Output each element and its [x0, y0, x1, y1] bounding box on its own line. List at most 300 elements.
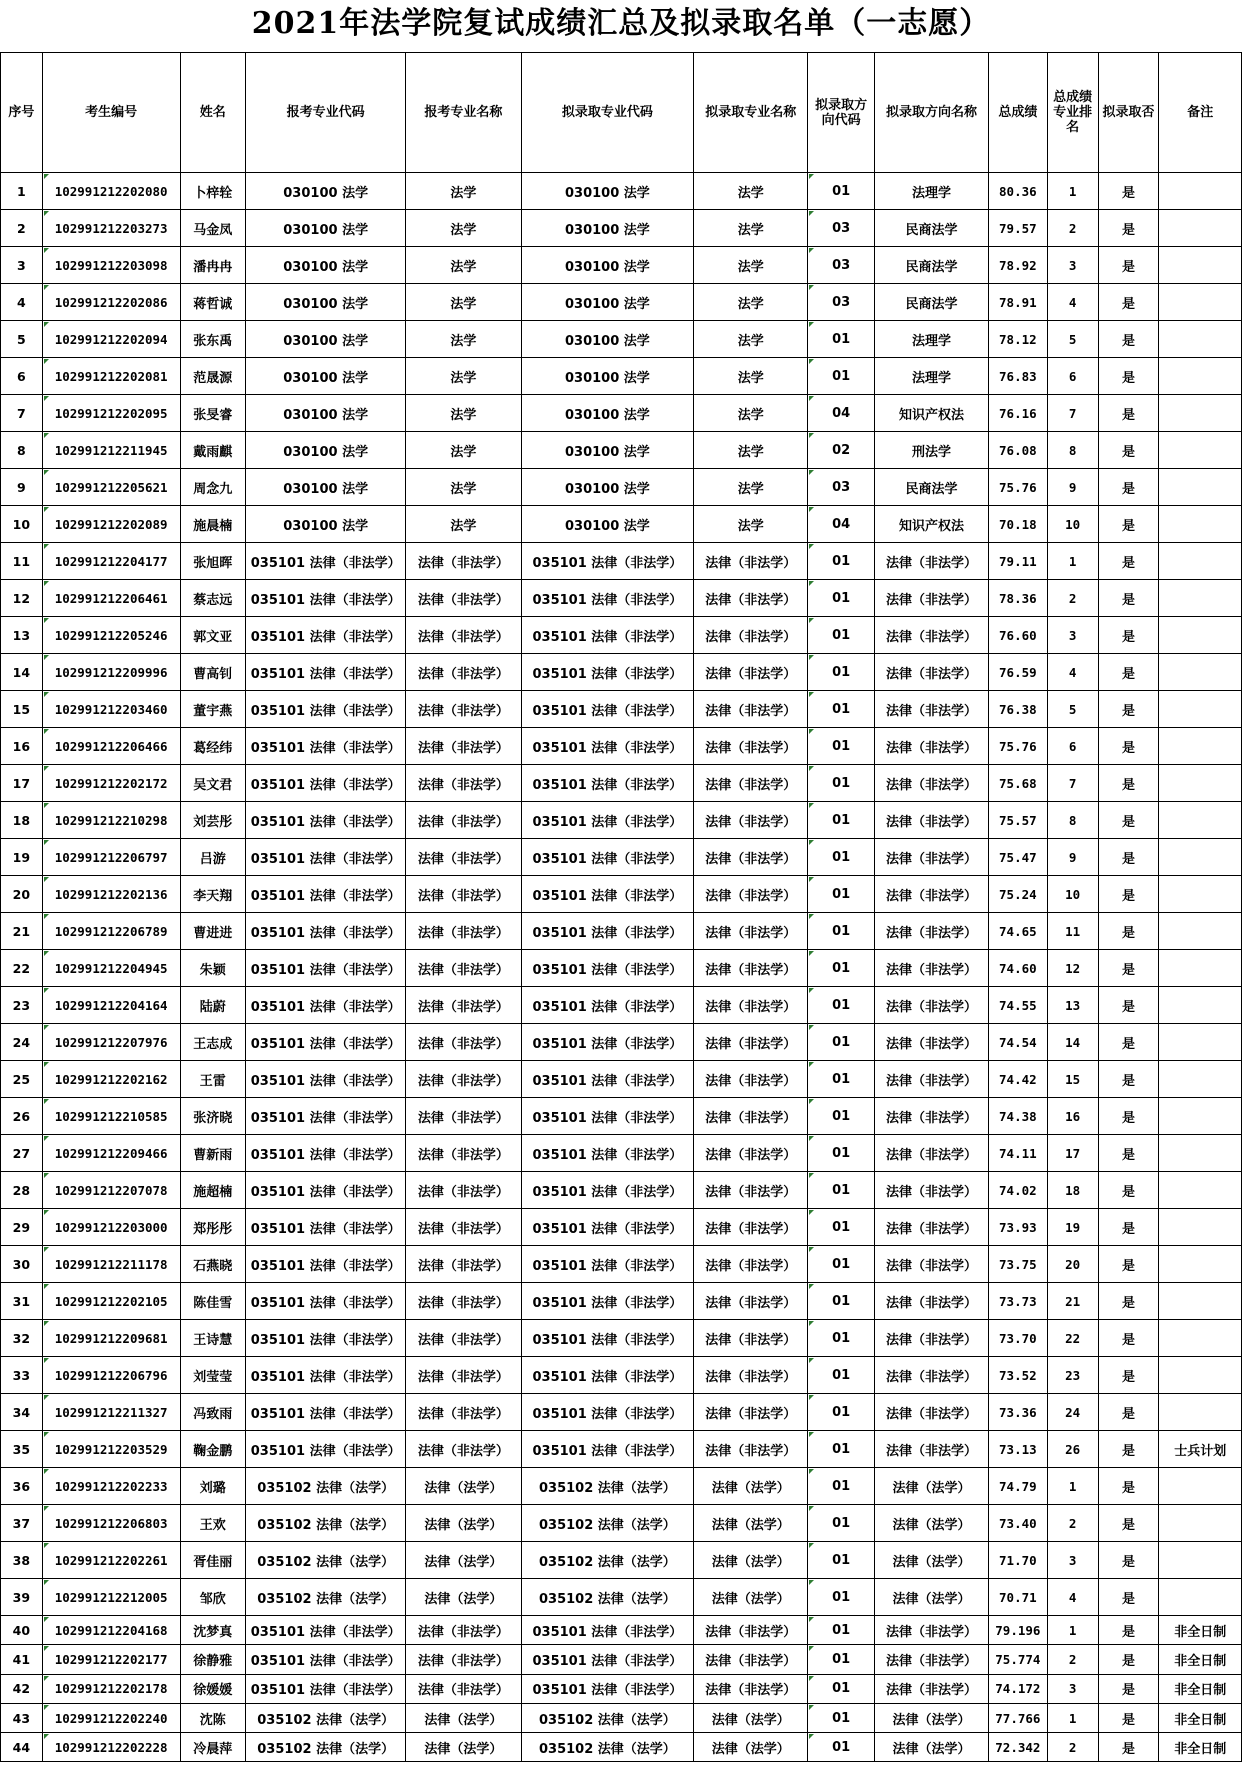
- total-score-cell: 75.76: [988, 728, 1047, 765]
- admit-major-code-cell: 030100 法学: [521, 506, 694, 543]
- applied-major-code-cell: 030100 法学: [246, 432, 406, 469]
- direction-code-cell: 04: [808, 395, 875, 432]
- total-score-cell: 78.36: [988, 580, 1047, 617]
- exam-id-cell: 102991212206797: [42, 839, 180, 876]
- table-row: [1, 1024, 1242, 1061]
- table-row: [1, 1135, 1242, 1172]
- direction-name-cell: 法律（非法学）: [874, 1024, 988, 1061]
- exam-id-cell: 102991212203000: [42, 1209, 180, 1246]
- direction-name-cell: 法律（非法学）: [874, 691, 988, 728]
- applied-major-code-cell: 030100 法学: [246, 210, 406, 247]
- admit-major-code-cell: 035102 法律（法学）: [521, 1733, 694, 1762]
- admit-major-name-cell: 法律（非法学）: [694, 1616, 808, 1645]
- exam-id-cell: 102991212206466: [42, 728, 180, 765]
- name-cell: 卜梓辁: [180, 173, 245, 210]
- remark-cell: [1159, 987, 1242, 1024]
- seq-cell: 7: [1, 395, 43, 432]
- applied-major-code-cell: 035101 法律（非法学）: [246, 691, 406, 728]
- direction-name-cell: 民商法学: [874, 284, 988, 321]
- direction-code-cell: 01: [808, 654, 875, 691]
- admit-major-code-cell: 035102 法律（法学）: [521, 1579, 694, 1616]
- table-row: [1, 765, 1242, 802]
- admission-table: [0, 52, 1242, 1762]
- table-row: [1, 654, 1242, 691]
- total-score-cell: 78.92: [988, 247, 1047, 284]
- direction-name-cell: 法律（法学）: [874, 1468, 988, 1505]
- direction-code-cell: 01: [808, 1579, 875, 1616]
- remark-cell: [1159, 1542, 1242, 1579]
- name-cell: 蒋哲诚: [180, 284, 245, 321]
- direction-name-cell: 民商法学: [874, 247, 988, 284]
- seq-cell: 5: [1, 321, 43, 358]
- table-row: [1, 617, 1242, 654]
- applied-major-code-cell: 035101 法律（非法学）: [246, 654, 406, 691]
- total-score-cell: 73.36: [988, 1394, 1047, 1431]
- applied-major-name-cell: 法律（非法学）: [406, 1172, 521, 1209]
- seq-cell: 35: [1, 1431, 43, 1468]
- remark-cell: [1159, 1579, 1242, 1616]
- admit-major-name-cell: 法学: [694, 284, 808, 321]
- name-cell: 董宇燕: [180, 691, 245, 728]
- admit-major-name-cell: 法律（非法学）: [694, 1394, 808, 1431]
- name-cell: 张东禹: [180, 321, 245, 358]
- seq-cell: 33: [1, 1357, 43, 1394]
- exam-id-cell: 102991212207976: [42, 1024, 180, 1061]
- table-row: [1, 321, 1242, 358]
- admit-major-code-cell: 035101 法律（非法学）: [521, 691, 694, 728]
- table-row: [1, 1616, 1242, 1645]
- direction-name-cell: 刑法学: [874, 432, 988, 469]
- seq-cell: 23: [1, 987, 43, 1024]
- seq-cell: 32: [1, 1320, 43, 1357]
- name-cell: 沈陈: [180, 1703, 245, 1732]
- table-row: [1, 1703, 1242, 1732]
- applied-major-name-cell: 法律（非法学）: [406, 1098, 521, 1135]
- exam-id-cell: 102991212209681: [42, 1320, 180, 1357]
- name-cell: 张旭晖: [180, 543, 245, 580]
- rank-cell: 15: [1047, 1061, 1098, 1098]
- applied-major-code-cell: 030100 法学: [246, 358, 406, 395]
- exam-id-cell: 102991212204168: [42, 1616, 180, 1645]
- seq-cell: 36: [1, 1468, 43, 1505]
- direction-code-cell: 01: [808, 580, 875, 617]
- admitted-cell: 是: [1098, 654, 1159, 691]
- admitted-cell: 是: [1098, 1505, 1159, 1542]
- seq-cell: 43: [1, 1703, 43, 1732]
- admitted-cell: 是: [1098, 950, 1159, 987]
- remark-cell: [1159, 1357, 1242, 1394]
- table-row: [1, 173, 1242, 210]
- table-row: [1, 506, 1242, 543]
- admitted-cell: 是: [1098, 1645, 1159, 1674]
- header-cell: 考生编号: [42, 53, 180, 173]
- table-row: [1, 1645, 1242, 1674]
- admit-major-code-cell: 030100 法学: [521, 284, 694, 321]
- exam-id-cell: 102991212209466: [42, 1135, 180, 1172]
- exam-id-cell: 102991212202080: [42, 173, 180, 210]
- name-cell: 徐媛媛: [180, 1674, 245, 1703]
- applied-major-name-cell: 法律（非法学）: [406, 691, 521, 728]
- direction-name-cell: 知识产权法: [874, 395, 988, 432]
- admitted-cell: 是: [1098, 1098, 1159, 1135]
- seq-cell: 42: [1, 1674, 43, 1703]
- rank-cell: 4: [1047, 1579, 1098, 1616]
- direction-name-cell: 法律（非法学）: [874, 1394, 988, 1431]
- direction-code-cell: 03: [808, 247, 875, 284]
- total-score-cell: 73.93: [988, 1209, 1047, 1246]
- admitted-cell: 是: [1098, 1209, 1159, 1246]
- applied-major-code-cell: 035102 法律（法学）: [246, 1542, 406, 1579]
- remark-cell: [1159, 543, 1242, 580]
- applied-major-name-cell: 法律（非法学）: [406, 765, 521, 802]
- exam-id-cell: 102991212210298: [42, 802, 180, 839]
- remark-cell: [1159, 1061, 1242, 1098]
- applied-major-code-cell: 035101 法律（非法学）: [246, 1024, 406, 1061]
- admitted-cell: 是: [1098, 1431, 1159, 1468]
- admit-major-code-cell: 030100 法学: [521, 395, 694, 432]
- table-row: [1, 1394, 1242, 1431]
- admit-major-code-cell: 035101 法律（非法学）: [521, 1674, 694, 1703]
- seq-cell: 27: [1, 1135, 43, 1172]
- direction-name-cell: 法律（非法学）: [874, 765, 988, 802]
- admit-major-name-cell: 法律（非法学）: [694, 654, 808, 691]
- total-score-cell: 80.36: [988, 173, 1047, 210]
- admitted-cell: 是: [1098, 876, 1159, 913]
- applied-major-name-cell: 法律（非法学）: [406, 839, 521, 876]
- admitted-cell: 是: [1098, 1542, 1159, 1579]
- rank-cell: 24: [1047, 1394, 1098, 1431]
- applied-major-name-cell: 法律（非法学）: [406, 913, 521, 950]
- total-score-cell: 77.766: [988, 1703, 1047, 1732]
- admit-major-code-cell: 035101 法律（非法学）: [521, 1431, 694, 1468]
- admit-major-code-cell: 035101 法律（非法学）: [521, 1246, 694, 1283]
- seq-cell: 19: [1, 839, 43, 876]
- exam-id-cell: 102991212212005: [42, 1579, 180, 1616]
- name-cell: 陆蔚: [180, 987, 245, 1024]
- direction-code-cell: 01: [808, 876, 875, 913]
- direction-name-cell: 法律（非法学）: [874, 1172, 988, 1209]
- applied-major-name-cell: 法学: [406, 358, 521, 395]
- seq-cell: 20: [1, 876, 43, 913]
- rank-cell: 14: [1047, 1024, 1098, 1061]
- exam-id-cell: 102991212202094: [42, 321, 180, 358]
- seq-cell: 13: [1, 617, 43, 654]
- admit-major-code-cell: 035101 法律（非法学）: [521, 802, 694, 839]
- table-body: [1, 173, 1242, 1762]
- name-cell: 沈梦真: [180, 1616, 245, 1645]
- rank-cell: 8: [1047, 432, 1098, 469]
- direction-code-cell: 01: [808, 1431, 875, 1468]
- direction-name-cell: 法律（非法学）: [874, 654, 988, 691]
- admit-major-name-cell: 法律（非法学）: [694, 617, 808, 654]
- applied-major-code-cell: 035101 法律（非法学）: [246, 543, 406, 580]
- admit-major-code-cell: 035101 法律（非法学）: [521, 765, 694, 802]
- rank-cell: 23: [1047, 1357, 1098, 1394]
- applied-major-name-cell: 法律（非法学）: [406, 876, 521, 913]
- exam-id-cell: 102991212202172: [42, 765, 180, 802]
- direction-name-cell: 法律（非法学）: [874, 1061, 988, 1098]
- applied-major-code-cell: 035101 法律（非法学）: [246, 1320, 406, 1357]
- remark-cell: [1159, 1172, 1242, 1209]
- direction-name-cell: 法理学: [874, 173, 988, 210]
- direction-name-cell: 法律（法学）: [874, 1733, 988, 1762]
- direction-name-cell: 法律（法学）: [874, 1703, 988, 1732]
- table-row: [1, 284, 1242, 321]
- total-score-cell: 73.13: [988, 1431, 1047, 1468]
- admit-major-code-cell: 035101 法律（非法学）: [521, 950, 694, 987]
- rank-cell: 1: [1047, 1703, 1098, 1732]
- admit-major-name-cell: 法学: [694, 432, 808, 469]
- rank-cell: 8: [1047, 802, 1098, 839]
- remark-cell: 非全日制: [1159, 1645, 1242, 1674]
- admitted-cell: 是: [1098, 1061, 1159, 1098]
- admitted-cell: 是: [1098, 765, 1159, 802]
- header-cell: 拟录取专业名称: [694, 53, 808, 173]
- direction-code-cell: 01: [808, 1135, 875, 1172]
- total-score-cell: 74.79: [988, 1468, 1047, 1505]
- table-row: [1, 1320, 1242, 1357]
- admit-major-code-cell: 035101 法律（非法学）: [521, 876, 694, 913]
- name-cell: 吕游: [180, 839, 245, 876]
- applied-major-name-cell: 法学: [406, 469, 521, 506]
- rank-cell: 2: [1047, 1505, 1098, 1542]
- admit-major-code-cell: 035101 法律（非法学）: [521, 1394, 694, 1431]
- remark-cell: [1159, 728, 1242, 765]
- seq-cell: 34: [1, 1394, 43, 1431]
- name-cell: 张济晓: [180, 1098, 245, 1135]
- total-score-cell: 74.11: [988, 1135, 1047, 1172]
- applied-major-code-cell: 030100 法学: [246, 321, 406, 358]
- name-cell: 陈佳雪: [180, 1283, 245, 1320]
- direction-name-cell: 法律（非法学）: [874, 580, 988, 617]
- applied-major-code-cell: 035101 法律（非法学）: [246, 1098, 406, 1135]
- admit-major-name-cell: 法学: [694, 395, 808, 432]
- exam-id-cell: 102991212207078: [42, 1172, 180, 1209]
- rank-cell: 16: [1047, 1098, 1098, 1135]
- applied-major-code-cell: 035101 法律（非法学）: [246, 1209, 406, 1246]
- admitted-cell: 是: [1098, 1024, 1159, 1061]
- direction-code-cell: 01: [808, 1468, 875, 1505]
- admitted-cell: 是: [1098, 358, 1159, 395]
- exam-id-cell: 102991212202240: [42, 1703, 180, 1732]
- admitted-cell: 是: [1098, 617, 1159, 654]
- admitted-cell: 是: [1098, 1394, 1159, 1431]
- exam-id-cell: 102991212202177: [42, 1645, 180, 1674]
- seq-cell: 30: [1, 1246, 43, 1283]
- direction-name-cell: 法律（非法学）: [874, 1357, 988, 1394]
- admitted-cell: 是: [1098, 580, 1159, 617]
- applied-major-name-cell: 法学: [406, 506, 521, 543]
- rank-cell: 4: [1047, 284, 1098, 321]
- table-row: [1, 469, 1242, 506]
- table-row: [1, 728, 1242, 765]
- applied-major-name-cell: 法律（非法学）: [406, 580, 521, 617]
- name-cell: 邹欣: [180, 1579, 245, 1616]
- total-score-cell: 73.73: [988, 1283, 1047, 1320]
- direction-name-cell: 法律（非法学）: [874, 913, 988, 950]
- admit-major-name-cell: 法律（非法学）: [694, 728, 808, 765]
- total-score-cell: 73.75: [988, 1246, 1047, 1283]
- rank-cell: 18: [1047, 1172, 1098, 1209]
- admitted-cell: 是: [1098, 321, 1159, 358]
- admit-major-name-cell: 法律（非法学）: [694, 1061, 808, 1098]
- seq-cell: 14: [1, 654, 43, 691]
- direction-name-cell: 法律（非法学）: [874, 1645, 988, 1674]
- applied-major-name-cell: 法律（非法学）: [406, 1645, 521, 1674]
- direction-code-cell: 01: [808, 802, 875, 839]
- remark-cell: [1159, 580, 1242, 617]
- remark-cell: [1159, 506, 1242, 543]
- total-score-cell: 73.52: [988, 1357, 1047, 1394]
- rank-cell: 6: [1047, 358, 1098, 395]
- admit-major-code-cell: 035101 法律（非法学）: [521, 1135, 694, 1172]
- applied-major-name-cell: 法律（法学）: [406, 1579, 521, 1616]
- header-cell: 拟录取方向代码: [808, 53, 875, 173]
- applied-major-name-cell: 法律（非法学）: [406, 1209, 521, 1246]
- table-row: [1, 543, 1242, 580]
- remark-cell: [1159, 950, 1242, 987]
- table-row: [1, 1246, 1242, 1283]
- exam-id-cell: 102991212203273: [42, 210, 180, 247]
- remark-cell: [1159, 395, 1242, 432]
- remark-cell: [1159, 1024, 1242, 1061]
- applied-major-name-cell: 法学: [406, 210, 521, 247]
- total-score-cell: 74.55: [988, 987, 1047, 1024]
- name-cell: 刘璐: [180, 1468, 245, 1505]
- applied-major-name-cell: 法律（法学）: [406, 1505, 521, 1542]
- admit-major-name-cell: 法律（法学）: [694, 1703, 808, 1732]
- admit-major-code-cell: 035102 法律（法学）: [521, 1505, 694, 1542]
- rank-cell: 7: [1047, 765, 1098, 802]
- rank-cell: 22: [1047, 1320, 1098, 1357]
- admit-major-name-cell: 法律（非法学）: [694, 1431, 808, 1468]
- table-row: [1, 1505, 1242, 1542]
- direction-code-cell: 01: [808, 1674, 875, 1703]
- total-score-cell: 73.70: [988, 1320, 1047, 1357]
- table-row: [1, 1542, 1242, 1579]
- table-row: [1, 580, 1242, 617]
- name-cell: 李天翔: [180, 876, 245, 913]
- seq-cell: 9: [1, 469, 43, 506]
- direction-name-cell: 法律（非法学）: [874, 876, 988, 913]
- total-score-cell: 70.18: [988, 506, 1047, 543]
- admit-major-name-cell: 法律（非法学）: [694, 1320, 808, 1357]
- admitted-cell: 是: [1098, 1246, 1159, 1283]
- remark-cell: 非全日制: [1159, 1703, 1242, 1732]
- total-score-cell: 72.342: [988, 1733, 1047, 1762]
- name-cell: 王志成: [180, 1024, 245, 1061]
- applied-major-name-cell: 法律（非法学）: [406, 1246, 521, 1283]
- rank-cell: 3: [1047, 617, 1098, 654]
- admitted-cell: 是: [1098, 1283, 1159, 1320]
- direction-name-cell: 民商法学: [874, 210, 988, 247]
- direction-code-cell: 01: [808, 1061, 875, 1098]
- seq-cell: 6: [1, 358, 43, 395]
- admitted-cell: 是: [1098, 173, 1159, 210]
- total-score-cell: 76.83: [988, 358, 1047, 395]
- direction-name-cell: 法律（非法学）: [874, 543, 988, 580]
- total-score-cell: 74.65: [988, 913, 1047, 950]
- remark-cell: [1159, 432, 1242, 469]
- table-row: [1, 358, 1242, 395]
- admit-major-name-cell: 法律（非法学）: [694, 839, 808, 876]
- direction-name-cell: 法律（非法学）: [874, 728, 988, 765]
- exam-id-cell: 102991212202105: [42, 1283, 180, 1320]
- admit-major-name-cell: 法律（法学）: [694, 1579, 808, 1616]
- remark-cell: [1159, 1505, 1242, 1542]
- admitted-cell: 是: [1098, 1135, 1159, 1172]
- rank-cell: 20: [1047, 1246, 1098, 1283]
- table-row: [1, 1431, 1242, 1468]
- direction-name-cell: 法理学: [874, 321, 988, 358]
- admit-major-name-cell: 法律（法学）: [694, 1505, 808, 1542]
- applied-major-name-cell: 法律（非法学）: [406, 654, 521, 691]
- applied-major-name-cell: 法学: [406, 432, 521, 469]
- table-row: [1, 395, 1242, 432]
- admitted-cell: 是: [1098, 1703, 1159, 1732]
- direction-name-cell: 法律（非法学）: [874, 950, 988, 987]
- admit-major-code-cell: 035101 法律（非法学）: [521, 543, 694, 580]
- total-score-cell: 75.68: [988, 765, 1047, 802]
- admit-major-code-cell: 035102 法律（法学）: [521, 1468, 694, 1505]
- applied-major-name-cell: 法学: [406, 247, 521, 284]
- remark-cell: [1159, 691, 1242, 728]
- total-score-cell: 75.76: [988, 469, 1047, 506]
- admit-major-name-cell: 法律（法学）: [694, 1468, 808, 1505]
- total-score-cell: 79.11: [988, 543, 1047, 580]
- admitted-cell: 是: [1098, 1320, 1159, 1357]
- total-score-cell: 71.70: [988, 1542, 1047, 1579]
- admit-major-code-cell: 030100 法学: [521, 321, 694, 358]
- seq-cell: 28: [1, 1172, 43, 1209]
- header-cell: 拟录取方向名称: [874, 53, 988, 173]
- header-cell: 拟录取否: [1098, 53, 1159, 173]
- applied-major-name-cell: 法学: [406, 395, 521, 432]
- admit-major-name-cell: 法律（非法学）: [694, 1098, 808, 1135]
- exam-id-cell: 102991212203098: [42, 247, 180, 284]
- admit-major-name-cell: 法学: [694, 173, 808, 210]
- applied-major-name-cell: 法律（非法学）: [406, 987, 521, 1024]
- total-score-cell: 74.02: [988, 1172, 1047, 1209]
- name-cell: 周念九: [180, 469, 245, 506]
- admit-major-name-cell: 法律（非法学）: [694, 1172, 808, 1209]
- remark-cell: [1159, 1246, 1242, 1283]
- table-row: [1, 1579, 1242, 1616]
- applied-major-code-cell: 035101 法律（非法学）: [246, 1357, 406, 1394]
- name-cell: 吴文君: [180, 765, 245, 802]
- exam-id-cell: 102991212205246: [42, 617, 180, 654]
- direction-code-cell: 01: [808, 987, 875, 1024]
- admit-major-name-cell: 法学: [694, 506, 808, 543]
- table-row: [1, 1468, 1242, 1505]
- applied-major-name-cell: 法学: [406, 321, 521, 358]
- direction-name-cell: 法律（非法学）: [874, 1616, 988, 1645]
- admit-major-name-cell: 法律（非法学）: [694, 987, 808, 1024]
- remark-cell: [1159, 654, 1242, 691]
- admitted-cell: 是: [1098, 432, 1159, 469]
- exam-id-cell: 102991212202233: [42, 1468, 180, 1505]
- exam-id-cell: 102991212202089: [42, 506, 180, 543]
- name-cell: 刘芸彤: [180, 802, 245, 839]
- applied-major-code-cell: 035101 法律（非法学）: [246, 950, 406, 987]
- header-cell: 总成绩专业排名: [1047, 53, 1098, 173]
- applied-major-code-cell: 035102 法律（法学）: [246, 1733, 406, 1762]
- name-cell: 曹高钊: [180, 654, 245, 691]
- seq-cell: 10: [1, 506, 43, 543]
- table-row: [1, 987, 1242, 1024]
- table-row: [1, 1098, 1242, 1135]
- direction-code-cell: 01: [808, 1246, 875, 1283]
